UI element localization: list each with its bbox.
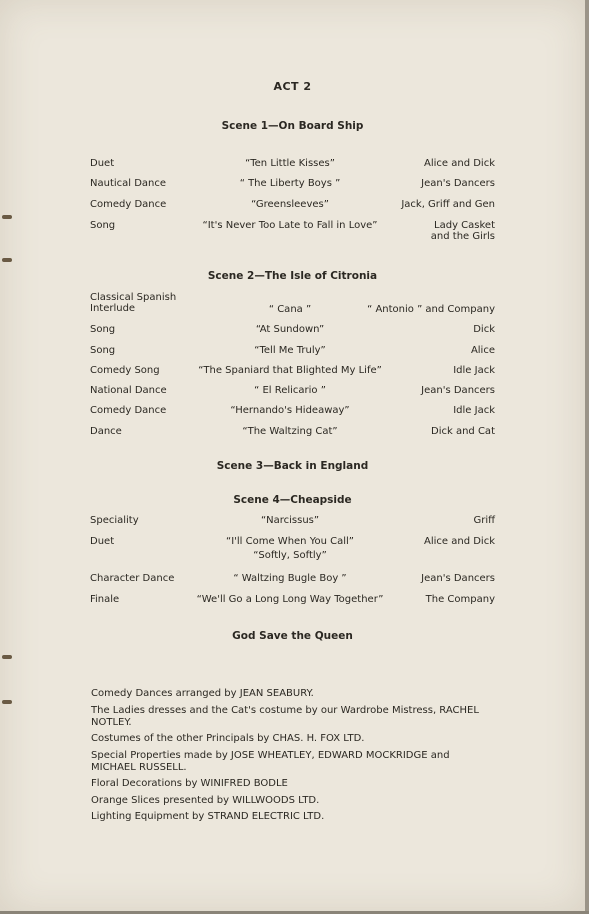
item-title: “Greensleeves” <box>251 199 329 210</box>
item-type: Dance <box>90 426 122 437</box>
credits-block <box>91 688 496 828</box>
item-title: “ Waltzing Bugle Boy ” <box>233 573 347 584</box>
item-performers: Dick <box>473 324 495 335</box>
item-type: Duet <box>90 158 115 169</box>
item-title: “At Sundown” <box>255 324 325 335</box>
item-performers: Griff <box>473 515 495 526</box>
item-performers <box>365 220 495 242</box>
item-performers: The Company <box>425 594 495 605</box>
programme-row <box>90 365 495 381</box>
item-performers: Jean's Dancers <box>421 178 495 189</box>
item-type-line: Interlude <box>90 303 136 314</box>
item-type: Song <box>90 345 116 356</box>
scene-4-heading: Scene 4—Cheapside <box>233 494 352 506</box>
binding-stitch <box>2 655 12 659</box>
item-type-line: Classical Spanish <box>90 292 177 303</box>
credit-line: Comedy Dances arranged by JEAN SEABURY. <box>91 688 314 699</box>
item-type: Speciality <box>90 515 139 526</box>
binding-stitch <box>2 700 12 704</box>
programme-row <box>90 345 495 361</box>
item-title: “The Spaniard that Blighted My Life” <box>198 365 382 376</box>
programme-row <box>90 536 495 566</box>
item-type: Character Dance <box>90 573 175 584</box>
binding-stitch <box>2 215 12 219</box>
item-performers: Dick and Cat <box>431 426 495 437</box>
item-performers: “ Antonio ” and Company <box>367 304 495 315</box>
programme-row <box>90 426 495 442</box>
item-title: “Hernando's Hideaway” <box>230 405 350 416</box>
programme-row <box>90 573 495 589</box>
credit-line: Special Properties made by JOSE WHEATLEY, EDWARD MOCKRIDGE and MICHAEL RUSSELL. <box>91 749 450 773</box>
scene-2-heading: Scene 2—The Isle of Citronia <box>207 270 378 282</box>
item-type: Comedy Dance <box>90 405 167 416</box>
item-performers: Jean's Dancers <box>421 573 495 584</box>
programme-row <box>90 178 495 194</box>
credit-line: Floral Decorations by WINIFRED BODLE <box>91 778 288 789</box>
binding-stitch <box>2 258 12 262</box>
closing-line: God Save the Queen <box>232 630 353 642</box>
programme-row <box>90 515 495 531</box>
programme-row <box>90 158 495 174</box>
programme-row <box>90 405 495 421</box>
item-title: “The Waltzing Cat” <box>242 426 338 437</box>
credit-line: The Ladies dresses and the Cat's costume by our Wardrobe Mistress, RACHEL NOTLEY. <box>91 704 479 728</box>
item-performers: Jean's Dancers <box>421 385 495 396</box>
programme-row <box>90 292 495 320</box>
credit-line: Lighting Equipment by STRAND ELECTRIC LTD. <box>91 811 325 822</box>
item-title: “We'll Go a Long Long Way Together” <box>196 594 384 605</box>
item-title-line: “I'll Come When You Call” <box>226 536 354 547</box>
item-title: “ Cana ” <box>268 304 312 315</box>
item-type: Comedy Song <box>90 365 160 376</box>
credit-line: Costumes of the other Principals by CHAS. H. FOX LTD. <box>91 733 365 744</box>
item-type: Nautical Dance <box>90 178 167 189</box>
scene-1-heading: Scene 1—On Board Ship <box>221 120 364 132</box>
item-type: Song <box>90 220 116 231</box>
item-title: “Narcissus” <box>260 515 320 526</box>
programme-row <box>90 220 495 248</box>
item-performers: Alice and Dick <box>424 158 495 169</box>
programme-row <box>90 594 495 610</box>
item-title: “ El Relicario ” <box>254 385 326 396</box>
item-title: “Ten Little Kisses” <box>245 158 335 169</box>
item-title-line: “Softly, Softly” <box>253 550 327 561</box>
item-performers: Alice <box>470 345 495 356</box>
credit-line: Orange Slices presented by WILLWOODS LTD. <box>91 794 320 806</box>
item-title: “Tell Me Truly” <box>254 345 326 356</box>
programme-row <box>90 385 495 401</box>
item-type: National Dance <box>90 385 167 396</box>
item-performers: Idle Jack <box>453 405 495 416</box>
scene-3-heading: Scene 3—Back in England <box>216 460 369 472</box>
programme-row <box>90 324 495 340</box>
item-type: Comedy Dance <box>90 199 167 210</box>
item-performers: Jack, Griff and Gen <box>401 199 495 210</box>
page-edge <box>585 0 589 914</box>
item-title: “It's Never Too Late to Fall in Love” <box>202 220 378 231</box>
item-performers-line: Lady Casket <box>434 220 495 231</box>
item-title: “ The Liberty Boys ” <box>239 178 341 189</box>
item-type: Duet <box>90 536 115 547</box>
act-heading: ACT 2 <box>273 80 312 93</box>
item-type: Finale <box>90 594 120 605</box>
item-performers-line: and the Girls <box>430 231 495 242</box>
item-type: Song <box>90 324 116 335</box>
item-performers: Idle Jack <box>453 365 495 376</box>
programme-row <box>90 199 495 215</box>
item-performers: Alice and Dick <box>424 536 495 547</box>
